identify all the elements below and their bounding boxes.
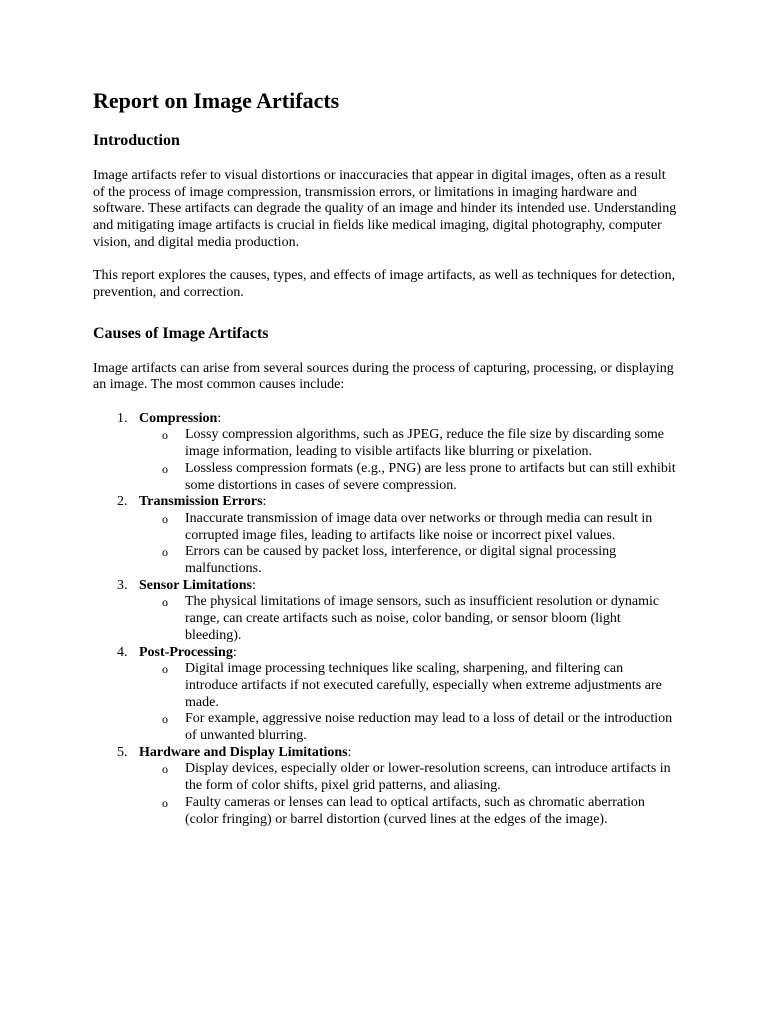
cause-item-sensor-limitations bbox=[93, 578, 678, 645]
bullet-text: Display devices, especially older or lower-resolution screens, can introduce artifacts in the form of color shifts, pixel grid patterns, and aliasing. bbox=[185, 761, 671, 794]
bullet-icon: o bbox=[162, 712, 168, 727]
report-title: Report on Image Artifacts bbox=[93, 88, 340, 113]
bullet-icon: o bbox=[162, 795, 168, 810]
list-item bbox=[139, 795, 678, 828]
cause-title: Transmission Errors bbox=[139, 494, 263, 510]
sub-list bbox=[139, 761, 678, 828]
cause-item-hardware-display bbox=[93, 745, 678, 829]
list-item bbox=[139, 711, 678, 744]
bullet-text: Lossless compression formats (e.g., PNG) are less prone to artifacts but can still exhibit some distortions in cases of severe compression. bbox=[185, 460, 676, 493]
bullet-text: For example, aggressive noise reduction may lead to a loss of detail or the introduction of unwanted blurring. bbox=[185, 711, 673, 744]
bullet-text: The physical limitations of image sensors, such as insufficient resolution or dynamic range, can create artifacts such as noise, color banding, or sensor bloom (light bleeding). bbox=[185, 594, 660, 643]
bullet-text: Inaccurate transmission of image data over networks or through media can result in corrupted image files, leading to artifacts like noise or incorrect pixel values. bbox=[185, 510, 653, 543]
sub-list bbox=[139, 661, 678, 745]
list-item bbox=[139, 427, 678, 460]
list-number: 5. bbox=[117, 744, 128, 760]
list-item bbox=[139, 511, 678, 544]
cause-item-compression bbox=[93, 411, 678, 495]
bullet-icon: o bbox=[162, 511, 168, 526]
list-item bbox=[139, 761, 678, 794]
list-number: 4. bbox=[117, 644, 128, 660]
bullet-icon: o bbox=[162, 662, 168, 677]
sub-list bbox=[139, 594, 678, 644]
bullet-text: Digital image processing techniques like scaling, sharpening, and filtering can introduce artifacts if not executed carefully, especially when extreme adjustments are made. bbox=[185, 661, 662, 710]
sub-list bbox=[139, 511, 678, 578]
introduction-heading: Introduction bbox=[93, 132, 180, 149]
bullet-icon: o bbox=[162, 545, 168, 560]
bullet-icon: o bbox=[162, 595, 168, 610]
introduction-paragraph-2: This report explores the causes, types, and effects of image artifacts, as well as techniques for detection, prevention, and correction. bbox=[93, 268, 676, 300]
list-number: 3. bbox=[117, 577, 128, 593]
bullet-text: Faulty cameras or lenses can lead to optical artifacts, such as chromatic aberration (color fringing) or barrel distortion (curved lines at the edges of the image). bbox=[185, 794, 645, 827]
cause-title: Sensor Limitations bbox=[139, 577, 252, 593]
bullet-text: Lossy compression algorithms, such as JPEG, reduce the file size by discarding some image information, leading to visible artifacts like blurring or pixelation. bbox=[185, 427, 665, 460]
bullet-text: Errors can be caused by packet loss, interference, or digital signal processing malfunctions. bbox=[185, 544, 617, 577]
cause-colon: : bbox=[232, 644, 237, 660]
introduction-paragraph-1: Image artifacts refer to visual distortions or inaccuracies that appear in digital images, often as a result of the process of image compression, transmission errors, or limitations in imaging hardware and software. These artifacts can degrade the quality of an image and hinder its intended use. Understanding and mitigating image artifacts is crucial in fields like medical imaging, digital photography, computer vision, and digital media production. bbox=[93, 168, 677, 250]
list-number: 2. bbox=[117, 494, 128, 510]
causes-list bbox=[93, 411, 678, 829]
cause-colon: : bbox=[347, 744, 352, 760]
cause-title: Post-Processing bbox=[139, 644, 233, 660]
bullet-icon: o bbox=[162, 461, 168, 476]
cause-title: Hardware and Display Limitations bbox=[139, 744, 348, 760]
cause-colon: : bbox=[251, 577, 256, 593]
list-number: 1. bbox=[117, 410, 128, 426]
cause-item-post-processing bbox=[93, 645, 678, 745]
cause-title: Compression bbox=[139, 410, 218, 426]
causes-heading: Causes of Image Artifacts bbox=[93, 324, 269, 342]
cause-item-transmission-errors bbox=[93, 494, 678, 578]
bullet-icon: o bbox=[162, 428, 168, 443]
sub-list bbox=[139, 427, 678, 494]
cause-colon: : bbox=[262, 494, 267, 510]
document-page bbox=[93, 86, 678, 828]
cause-colon: : bbox=[217, 410, 222, 426]
causes-intro-paragraph: Image artifacts can arise from several sources during the process of capturing, processing, or displaying an image. The most common causes include: bbox=[93, 360, 674, 393]
list-item bbox=[139, 461, 678, 494]
list-item bbox=[139, 544, 678, 577]
list-item bbox=[139, 594, 678, 644]
list-item bbox=[139, 661, 678, 711]
bullet-icon: o bbox=[162, 762, 168, 777]
